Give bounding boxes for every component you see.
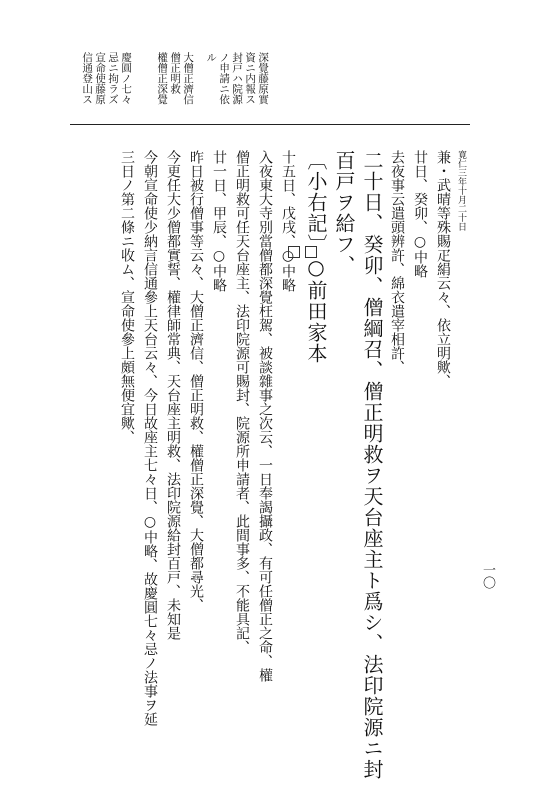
header-note: 權僧正深覺 [156,52,169,105]
text-column: 今朝宣命使少納言信通參上天台云々、今日故座主七々日、○中略、故慶圓七々忌ノ法事ヲ延 [142,150,158,726]
header-note: 僧正明救 [169,52,182,94]
header-note: ノ申請ニ依 [218,52,231,105]
header-note: 深覺藤原實 [257,52,270,105]
text-column: 兼・武晴等殊賜疋絹云々、依立明歟、 [435,150,451,388]
header-note: 宣命使藤原 [94,52,107,105]
text-column: 去夜事云遣頭辨許、綿衣遣宰相許、 [389,150,405,374]
text-column: 廿日、癸卯、○中略 [412,150,428,278]
header-note: 資ニ内報ス [244,52,257,105]
text-column: 廿一日、甲辰、○中略 [211,150,227,292]
text-column: 三日ノ第二條ニ收ム、宣命使參上頗無便宜歟、 [119,150,135,444]
text-column: 僧正明救可任天台座主、法印院源可賜封、院源所申請者、此間事多、不能具記、 [234,150,250,654]
text-column: 入夜東大寺別當僧都深覺枉駕、被談雜事之次云、一日奉謁攝政、有可任僧正之命、權 [257,150,273,682]
entry-heading: 二十日、癸卯、僧綱召、僧正明救ヲ天台座主ト爲シ、法印院源ニ封 [360,150,384,780]
header-note: 大僧正濟信 [182,52,195,105]
running-head: 寛仁三年十月二十日 [456,150,466,231]
header-rule [70,124,470,125]
text-column: 十五日、戊戌、○中略 [280,150,296,292]
header-note: 信通登山ス [81,52,94,105]
entry-heading-continued: 百戸ヲ給フ、 [332,150,356,276]
header-note: ル [205,52,218,63]
source-title: 〔小右記〕○前田家本 [304,150,328,364]
header-note: 封戸ハ院源 [231,52,244,105]
missing-character-box [288,246,300,258]
missing-character-box [305,246,317,258]
text-column: 昨日被行僧事等云々、大僧正濟信、僧正明救、權僧正深覺、大僧都尋光、 [188,150,204,612]
missing-character-boxes [288,244,317,263]
header-note: 忌ニ拘ラズ [107,52,120,105]
text-column: 今更任大少僧都實誓、權律師常典、天台座主明救、法印院源給封百戸、未知是 [165,150,181,640]
header-note: 慶圓ノ七々 [120,52,133,105]
page-number: 一〇 [480,563,495,589]
